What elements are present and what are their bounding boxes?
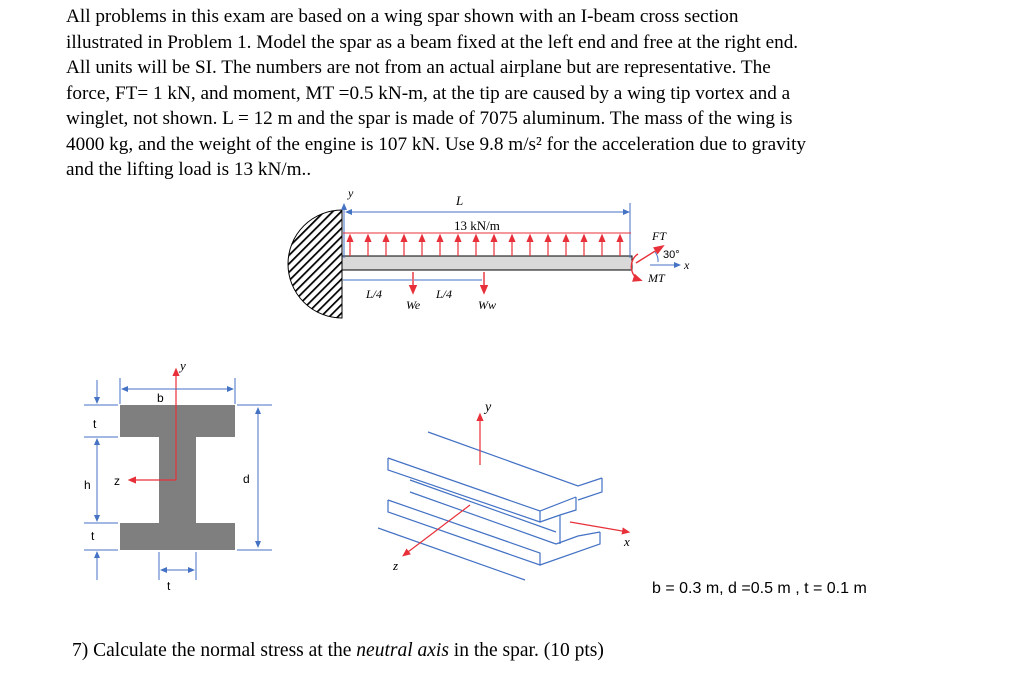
t-top-label: t [93,417,97,431]
section-z-label: z [114,474,120,488]
question-emphasis: neutral axis [356,640,449,661]
distributed-load-arrows [350,236,620,256]
beam-y-label: y [348,186,354,200]
iso-z-label: z [393,558,399,573]
problem-line-1: All problems in this exam are based on a wing spar shown with an I-beam cross section [66,6,739,27]
problem-line-6: 4000 kg, and the weight of the engine is 107 kN. Use 9.8 m/s² for the acceleration due to gravity [66,133,807,155]
engine-weight-label: We [406,298,421,312]
iso-z-axis [404,505,470,555]
d-label: d [243,472,250,486]
t-web-label: t [167,579,171,593]
given-dimensions: b = 0.3 m, d =0.5 m , t = 0.1 m [652,580,867,597]
problem-line-4: force, FT= 1 kN, and moment, MT =0.5 kN-m, at the tip are caused by a wing tip vortex and a [66,82,791,104]
question-prefix: 7) Calculate the normal stress at the [72,640,357,661]
iso-x-label: x [624,534,630,549]
section-y-label: y [180,358,186,373]
cross-section-diagram [84,358,272,593]
tip-moment-arc [631,254,640,280]
length-label: L [456,193,464,208]
tip-moment-label: MT [648,271,665,285]
problem-line-7: and the lifting load is 13 kN/m.. [66,159,312,180]
iso-y-label: y [485,400,492,415]
fixed-support [288,210,342,318]
top-flange [120,405,235,437]
tip-force-label: FT [652,229,667,243]
quarter-label-2: L/4 [436,287,453,301]
problem-line-5: winglet, not shown. L = 12 m and the spar is made of 7075 aluminum. The mass of the wing is [66,108,793,129]
beam-diagram [288,186,690,318]
h-label: h [84,478,91,492]
quarter-label-1: L/4 [366,287,383,301]
tip-force-arrow [636,248,660,263]
wing-weight-label: Ww [478,298,496,312]
t-bottom-label: t [91,529,95,543]
beam-x-label: x [684,258,690,272]
b-label: b [157,391,164,405]
isometric-beam-diagram [378,432,602,580]
load-label: 13 kN/m [454,218,500,233]
angle-label: 30° [663,249,680,261]
problem-line-3: All units will be SI. The numbers are not from an actual airplane but are representative. The [66,57,771,78]
spar-beam [342,256,632,270]
problem-line-2: illustrated in Problem 1. Model the spar as a beam fixed at the left end and free at the right end. [66,31,799,53]
question-suffix: in the spar. (10 pts) [448,640,604,661]
bottom-flange [120,523,235,550]
iso-x-axis [570,522,628,532]
question [72,640,604,662]
